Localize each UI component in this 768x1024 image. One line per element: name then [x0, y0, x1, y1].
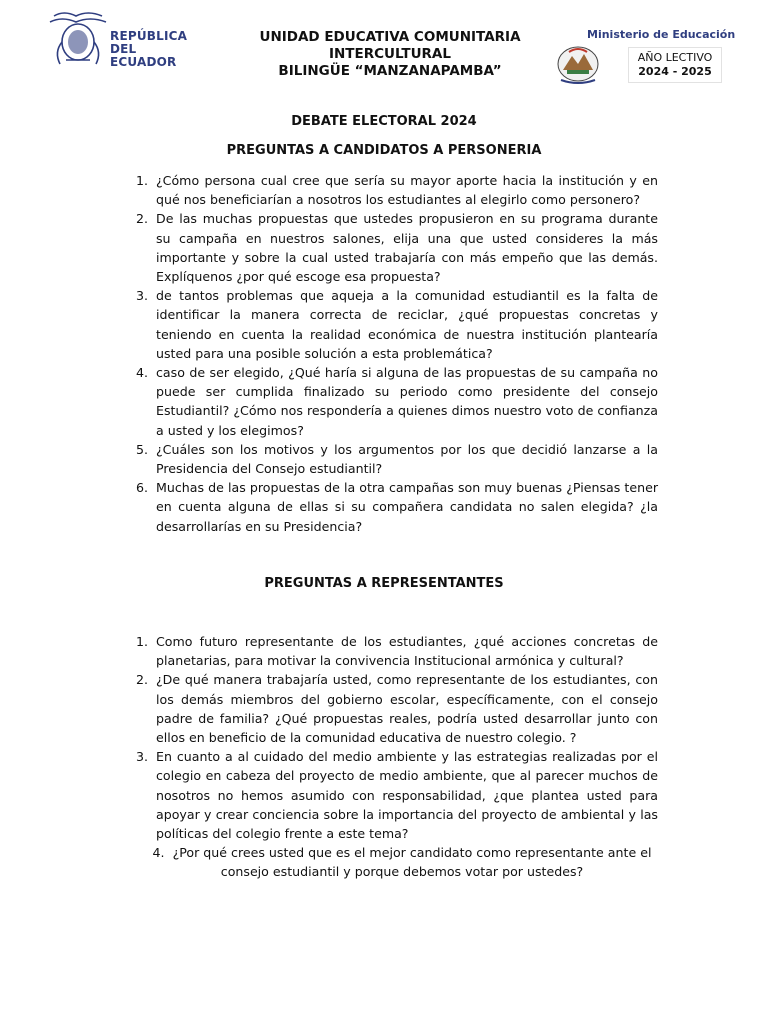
item-number: 4.: [152, 845, 165, 861]
list-item: [128, 747, 658, 843]
school-emblem: [555, 44, 601, 86]
item-number: 2.: [135, 211, 148, 227]
school-title-line-1: UNIDAD EDUCATIVA COMUNITARIA INTERCULTURAL: [259, 29, 521, 62]
school-emblem-icon: [555, 44, 601, 86]
list-item: [128, 209, 658, 286]
item-text: ¿Cómo persona cual cree que sería su mayor aporte hacia la institución y en qué nos beneficiarían a nosotros los estudiantes al elegirlo como personero?: [156, 173, 658, 208]
ecuador-coat-of-arms-icon: [46, 8, 110, 70]
section-heading-personeria: PREGUNTAS A CANDIDATOS A PERSONERIA: [226, 143, 542, 158]
list-item: [128, 670, 658, 747]
country-name: [110, 30, 187, 69]
item-text: ¿De qué manera trabajaría usted, como representante de los estudiantes, con los demás miembros del gobierno escolar, específicamente, con el consejo padre de familia? ¿Qué propuestas reales, podría usted desarrollar junto con ellos en beneficio de la comunidad educativa de nuestro colegio. ?: [156, 672, 658, 746]
republica-ecuador-logo: [46, 8, 186, 68]
item-number: 3.: [135, 288, 148, 304]
item-text: Como futuro representante de los estudiantes, ¿qué acciones concretas de planetarias, para motivar la convivencia Institucional armónica y cultural?: [156, 634, 658, 669]
item-text: caso de ser elegido, ¿Qué haría si alguna de las propuestas de su campaña no puede ser cumplida finalizado su periodo como presidente del consejo Estudiantil? ¿Cómo nos respondería a quienes dimos nuestro voto de confianza a usted y los elegimos?: [156, 365, 658, 438]
item-number: 2.: [135, 672, 148, 688]
item-number: 6.: [135, 480, 148, 496]
country-line-2: DEL ECUADOR: [110, 42, 177, 69]
list-item: [128, 478, 658, 536]
school-year-value: 2024 - 2025: [638, 65, 712, 78]
school-title: [210, 29, 570, 80]
item-text: De las muchas propuestas que ustedes propusieron en su programa durante su campaña en nuestros salones, elija una que usted consideres la más importante y sobre la cual usted trabajaría con más empeño que las demás. Explíquenos ¿por qué escoge esa propuesta?: [156, 211, 658, 285]
school-year-box: [628, 47, 722, 83]
school-title-line-2: BILINGÜE “MANZANAPAMBA”: [278, 63, 502, 79]
list-item: [128, 632, 658, 670]
list-item: [128, 286, 658, 363]
item-text: En cuanto a al cuidado del medio ambiente y las estrategias realizadas por el colegio en cabeza del proyecto de medio ambiente, que al parecer muchos de nosotros no hemos asumido con responsabilidad, ¿que plantea usted para apoyar y crear conciencia sobre la importancia del proyecto de ambiental y las políticas del colegio frente a este tema?: [156, 749, 658, 842]
representantes-question-list: [128, 632, 658, 882]
item-number: 5.: [135, 441, 148, 457]
item-number: 1.: [135, 634, 148, 649]
country-line-1: REPÚBLICA: [110, 29, 188, 43]
document-title: DEBATE ELECTORAL 2024: [291, 114, 477, 129]
personeria-question-list: [128, 171, 658, 536]
list-item: [128, 363, 658, 440]
item-number: 3.: [135, 749, 148, 765]
list-item: [146, 843, 658, 881]
section-heading-representantes: PREGUNTAS A REPRESENTANTES: [264, 576, 504, 591]
ministry-name: Ministerio de Educación: [587, 28, 736, 41]
list-item: [128, 440, 658, 478]
item-number: 1.: [135, 173, 148, 188]
item-text: Muchas de las propuestas de la otra campañas son muy buenas ¿Piensas tener en cuenta alguna de ellas si su compañera candidata no salen elegida? ¿la desarrollarías en su Presidencia?: [156, 480, 658, 534]
school-year-label: AÑO LECTIVO: [637, 51, 713, 64]
item-text: ¿Por qué crees usted que es el mejor candidato como representante ante el consejo estudiantil y porque debemos votar por ustedes?: [172, 845, 652, 880]
list-item: [128, 171, 658, 209]
item-number: 4.: [135, 365, 148, 381]
item-text: de tantos problemas que aqueja a la comunidad estudiantil es la falta de identificar la manera correcta de reciclar, ¿qué propuestas concretas y teniendo en cuenta la realidad económica de nuestra institución plantearía usted para una posible solución a esta problemática?: [156, 288, 658, 361]
item-text: ¿Cuáles son los motivos y los argumentos por los que decidió lanzarse a la Presidencia del Consejo estudiantil?: [156, 441, 658, 477]
